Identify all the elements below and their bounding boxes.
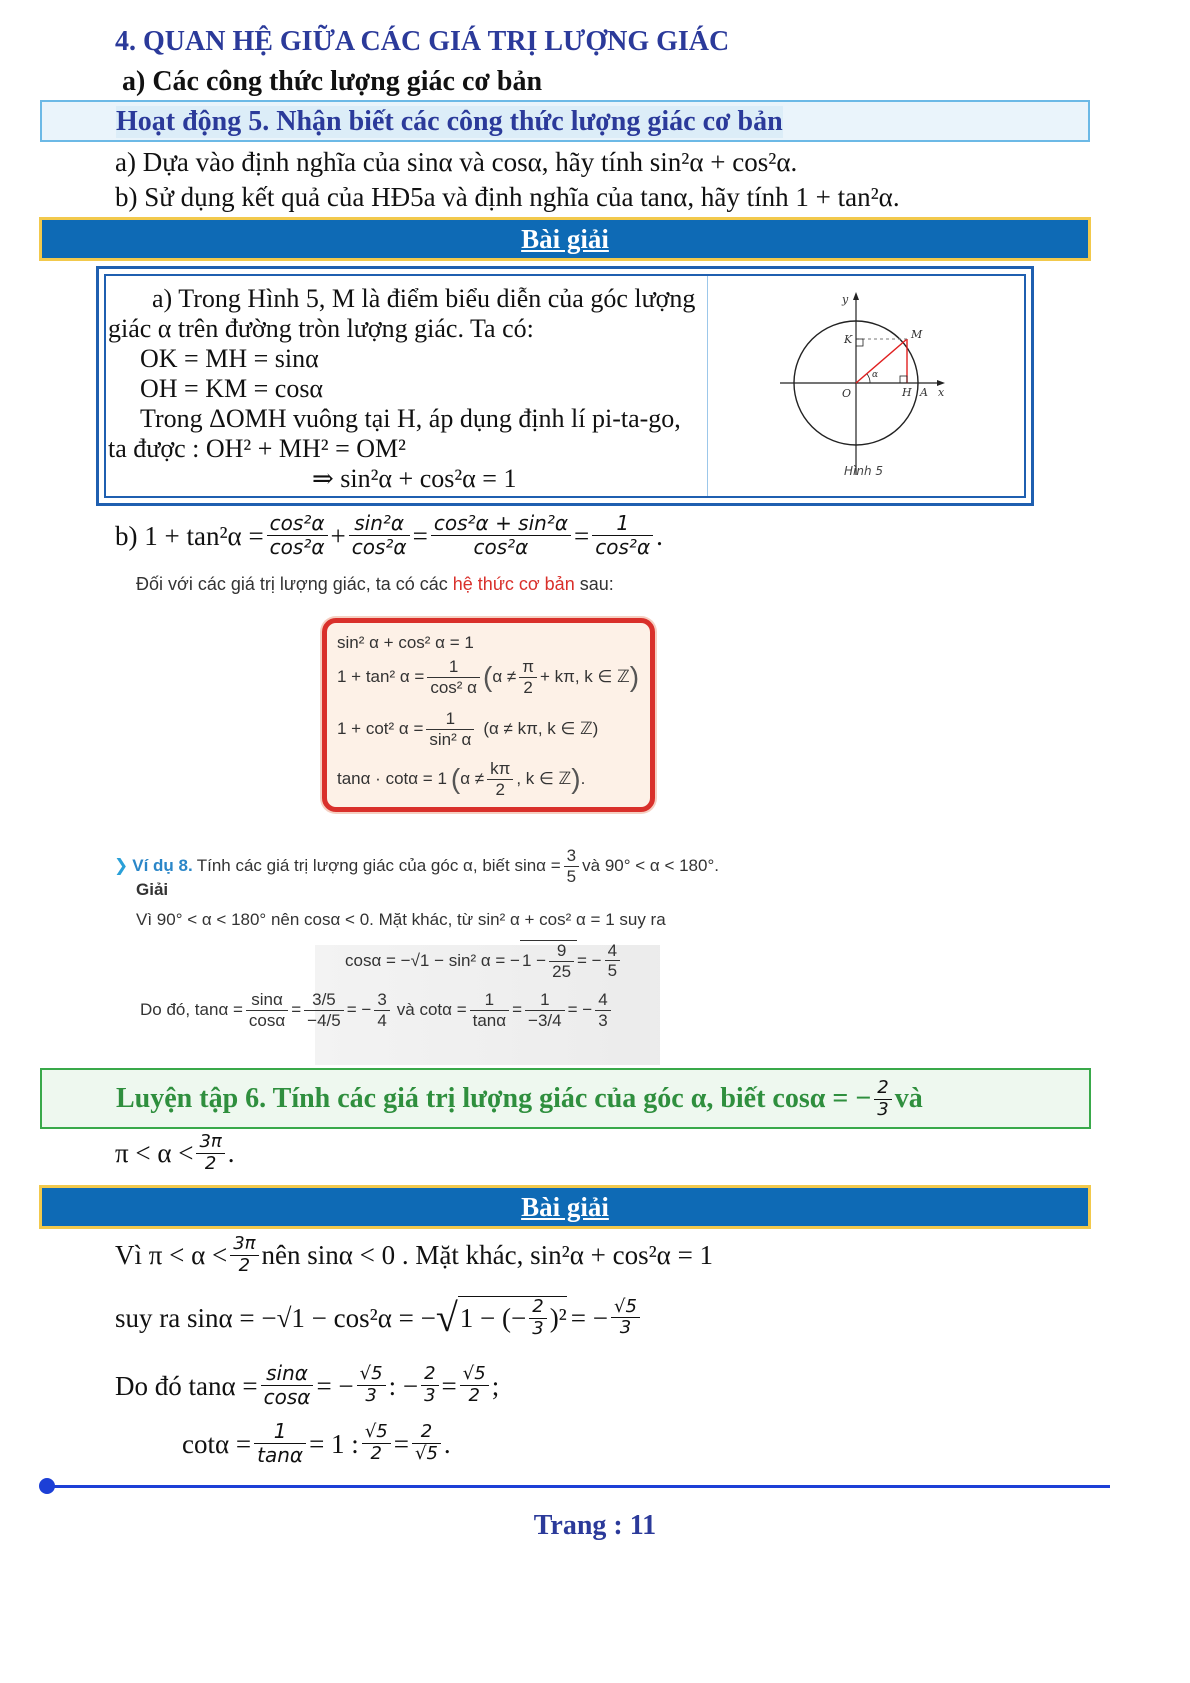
example-text: Tính các giá trị lượng giác của góc α, biết sinα =	[196, 856, 561, 876]
ps-l4-end: .	[443, 1428, 451, 1459]
fig-label-m: M	[911, 328, 923, 341]
example-tan-mid-den: −4/5	[307, 1010, 341, 1030]
activity-question-a: a) Dựa vào định nghĩa của sinα và cosα, hãy tính sin²α + cos²α.	[115, 147, 798, 177]
section-title: 4. QUAN HỆ GIỮA CÁC GIÁ TRỊ LƯỢNG GIÁC	[115, 26, 730, 57]
practice-solution-l1	[115, 1234, 713, 1276]
ps-l2-eq: = −	[570, 1302, 608, 1333]
example-tan-pre: Do đó, tanα =	[140, 1000, 243, 1020]
practice-title: Luyện tập 6. Tính các giá trị lượng giác của góc α, biết cosα = −	[116, 1083, 872, 1115]
example-given-num: 3	[564, 846, 579, 867]
formula-3-cond: (α ≠ kπ, k ∈ ℤ)	[483, 719, 599, 739]
ps-l4-f1-num: 1	[254, 1420, 306, 1444]
fig-caption: Hình 5	[844, 464, 884, 478]
ps-l4-f2-num: √5	[362, 1422, 391, 1444]
example-cos-res-num: 4	[605, 941, 620, 962]
example-tan-line: Do đó, tanα = $\frac{\sin\alpha}{\cos\alpha}$ = $\frac{3/5}{-4/5}$ = − $\frac{3}{4}$ và cotα = $\frac{1}{\tan\alpha}$ = $\frac{1}{-3/4}$ = − $\frac{4}{3}$	[140, 990, 614, 1030]
ps-l3-f4-den: 2	[468, 1385, 480, 1406]
ps-l3-f4-num: √5	[460, 1364, 489, 1386]
practice-solution-l4	[182, 1420, 451, 1467]
formula-box	[322, 618, 655, 812]
fig-label-alpha: α	[872, 370, 879, 380]
formula-2-cond-den: 2	[523, 677, 533, 697]
ps-l2-root-pre: 1 − (−	[459, 1303, 527, 1334]
fig-label-h: H	[902, 386, 912, 399]
solution-b-lhs: b) 1 + tan²α =	[115, 520, 264, 551]
example-cos-root-num: 9	[549, 941, 574, 962]
example-given-den: 5	[566, 866, 577, 886]
example-tan-res-den: 4	[377, 1010, 387, 1030]
practice-line2: π < α < $\frac{3\pi}{2}$ .	[115, 1131, 235, 1174]
formula-3-num: 1	[426, 709, 474, 730]
solution-b-f3-num: cos²α + sin²α	[431, 512, 571, 536]
ps-l3-eq2: =	[441, 1370, 457, 1401]
example-cos-res-den: 5	[607, 961, 618, 981]
formula-2-lhs: 1 + tan² α =	[337, 667, 425, 687]
example-cot-pre: và cotα =	[396, 1000, 467, 1020]
ps-l2-res-num: √5	[611, 1297, 640, 1319]
ps-l3-f2-den: 3	[365, 1385, 377, 1406]
activity-title: Hoạt động 5. Nhận biết các công thức lượng giác cơ bản	[116, 106, 783, 137]
formula-2-den: cos² α	[430, 677, 477, 697]
practice-solution-l2: suy ra sinα = −√1 − cos²α = − √ 1 − (− $\frac{2}{3}$ )² = − $\frac{√5}{3}$	[115, 1296, 643, 1339]
formula-4-cond-post: , k ∈ ℤ	[516, 769, 572, 789]
fig-label-a: A	[920, 386, 928, 399]
ps-l3-div: : −	[388, 1370, 419, 1401]
solution-a-line3: OK = MH = sinα	[140, 344, 319, 373]
solution-label-2: Bài giải	[521, 1192, 609, 1222]
solution-b: b) 1 + tan²α = $\frac{\text{cos²α}}{\text{cos²α}}$ + $\frac{\text{sin²α}}{\text{cos²α}}$ = $\frac{\text{cos²α + sin²α}}{\text{cos²α}}$ = $\frac{1}{\text{cos²α}}$ .	[115, 511, 663, 559]
example-tan-mid-num: 3/5	[304, 990, 344, 1011]
ps-l2-res-den: 3	[619, 1317, 632, 1339]
example-cos-line	[345, 940, 623, 981]
example-cot-res-den: 3	[598, 1010, 608, 1030]
practice-tail: và	[894, 1083, 923, 1115]
solution-a-line7: ⇒ sin²α + cos²α = 1	[312, 464, 517, 493]
example-solution-label: Giải	[136, 880, 169, 899]
ps-l3-pre: Do đó tanα =	[115, 1370, 258, 1401]
formula-2-cond-num: π	[519, 657, 537, 678]
ps-l4-f3-den: √5	[414, 1443, 438, 1464]
example-tan-res-num: 3	[374, 990, 389, 1011]
formula-4-cond-pre: α ≠	[460, 769, 485, 789]
example-cot-mid-den: −3/4	[528, 1010, 562, 1030]
practice-line2-pre: π < α <	[115, 1138, 194, 1169]
example-cos-pre: cosα = −√1 − sin² α = −	[345, 950, 520, 970]
book-intro	[136, 574, 614, 595]
practice-num: 2	[874, 1078, 891, 1100]
footer-dot	[39, 1478, 55, 1494]
ps-l2-pre: suy ra sinα = −√1 − cos²α = −	[115, 1302, 436, 1333]
formula-2-cond-pre: α ≠	[492, 667, 517, 687]
ps-l1-den: 2	[238, 1254, 251, 1276]
footer-rule	[46, 1485, 1110, 1488]
formula-4-cond-num: kπ	[487, 759, 513, 780]
example-cos-root-den: 25	[552, 961, 572, 981]
ps-l2-root-num: 2	[529, 1297, 546, 1319]
ps-l3-f2-num: √5	[357, 1364, 386, 1386]
example-cot-res-num: 4	[595, 990, 610, 1011]
ps-l3-f3-den: 3	[424, 1385, 436, 1406]
solution-b-f1-den: cos²α	[269, 535, 325, 559]
ps-l4-eq: =	[393, 1428, 409, 1459]
ps-l2-root-post: )²	[549, 1303, 567, 1334]
formula-4-cond-den: 2	[495, 779, 505, 799]
example-tan-num: sinα	[246, 990, 288, 1011]
example-cot-res: = −	[567, 1000, 593, 1020]
activity-question-b: b) Sử dụng kết quả của HĐ5a và định nghĩa của tanα, hãy tính 1 + tan²α.	[115, 182, 900, 212]
ps-l4-f3-num: 2	[412, 1422, 441, 1444]
ps-l4-pre: cotα =	[182, 1428, 252, 1459]
ps-l3-f1-den: cosα	[263, 1385, 311, 1409]
example-tan-res: = −	[346, 1000, 372, 1020]
solution-b-f1-num: cos²α	[267, 512, 328, 536]
formula-2: 1 + tan² α = $\frac{1}{\text{cos² α}}$ ( α ≠ $\frac{\pi}{2}$ + kπ, k ∈ ℤ )	[337, 657, 640, 697]
ps-l3-f3-num: 2	[421, 1364, 438, 1386]
example-label: Ví dụ 8.	[132, 856, 193, 876]
example-cot-num: 1	[470, 990, 509, 1011]
ps-l2-root-den: 3	[532, 1317, 544, 1339]
example-line	[114, 846, 719, 886]
example-line1: Vì 90° < α < 180° nên cosα < 0. Mặt khác, từ sin² α + cos² α = 1 suy ra	[136, 910, 666, 929]
solution-bar	[39, 217, 1091, 261]
solution-a-line5: Trong ΔOMH vuông tại H, áp dụng định lí pi-ta-go,	[140, 404, 681, 433]
solution-b-f2-den: cos²α	[351, 535, 407, 559]
fig-label-k: K	[844, 333, 853, 346]
formula-4-lhs: tanα · cotα = 1	[337, 769, 447, 789]
ps-l3-end: ;	[491, 1370, 500, 1401]
fig-label-y: y	[842, 293, 849, 306]
solution-b-f2-num: sin²α	[349, 512, 410, 536]
book-intro-pre: Đối với các giá trị lượng giác, ta có các	[136, 574, 453, 594]
formula-1: sin² α + cos² α = 1	[337, 633, 474, 652]
subsection-title: a) Các công thức lượng giác cơ bản	[122, 66, 543, 97]
practice-box	[40, 1068, 1091, 1129]
activity-box	[40, 100, 1090, 142]
ps-l1-num: 3π	[230, 1234, 258, 1256]
solution-a-line4: OH = KM = cosα	[140, 374, 324, 403]
formula-3-den: sin² α	[429, 729, 472, 749]
solution-b-f3-den: cos²α	[473, 535, 529, 559]
ps-l4-f2-den: 2	[370, 1443, 382, 1464]
solution-a-line1: a) Trong Hình 5, M là điểm biểu diễn của góc lượng	[152, 284, 696, 313]
example-text2: và 90° < α < 180°.	[582, 856, 719, 876]
solution-a-line2: giác α trên đường tròn lượng giác. Ta có:	[108, 314, 534, 343]
fig-label-x: x	[938, 386, 945, 399]
formula-3-lhs: 1 + cot² α =	[337, 719, 424, 739]
example-tan-den: cosα	[248, 1010, 286, 1030]
ps-l1-pre: Vì π < α <	[115, 1240, 228, 1271]
book-intro-highlight: hệ thức cơ bản	[452, 574, 575, 594]
practice-solution-l3	[115, 1362, 499, 1409]
page-number: Trang : 11	[533, 1510, 657, 1541]
ps-l3-f1-num: sinα	[261, 1362, 314, 1386]
ps-l4-mid: = 1 :	[309, 1428, 359, 1459]
book-intro-post: sau:	[574, 574, 614, 594]
example-cot-den: tanα	[472, 1010, 507, 1030]
unit-circle-figure	[770, 285, 960, 485]
ps-l4-f1-den: tanα	[257, 1443, 304, 1467]
ps-l1-post: nên sinα < 0 . Mặt khác, sin²α + cos²α = 1	[261, 1240, 714, 1271]
formula-3	[337, 709, 598, 749]
example-cos-eq: = −	[577, 950, 602, 970]
practice-line2-den: 2	[204, 1152, 217, 1174]
solution-label: Bài giải	[521, 224, 609, 254]
fig-label-o: O	[842, 387, 852, 400]
solution-a-line6: ta được : OH² + MH² = OM²	[108, 434, 406, 463]
practice-den: 3	[877, 1098, 889, 1120]
ps-l3-eq: = −	[316, 1370, 354, 1401]
practice-line2-num: 3π	[196, 1132, 224, 1154]
formula-4: tanα · cotα = 1 ( α ≠ $\frac{k\pi}{2}$ , k ∈ ℤ ) .	[337, 759, 586, 799]
solution-bar-2	[39, 1185, 1091, 1229]
solution-b-f4-num: 1	[592, 512, 653, 536]
example-arrow-icon: ❯	[114, 856, 129, 876]
formula-2-cond-post: + kπ, k ∈ ℤ	[539, 667, 630, 687]
formula-2-num: 1	[427, 657, 480, 678]
solution-b-f4-den: cos²α	[595, 535, 651, 559]
example-cos-root-pre: 1 −	[522, 951, 547, 971]
example-cot-mid-num: 1	[525, 990, 565, 1011]
